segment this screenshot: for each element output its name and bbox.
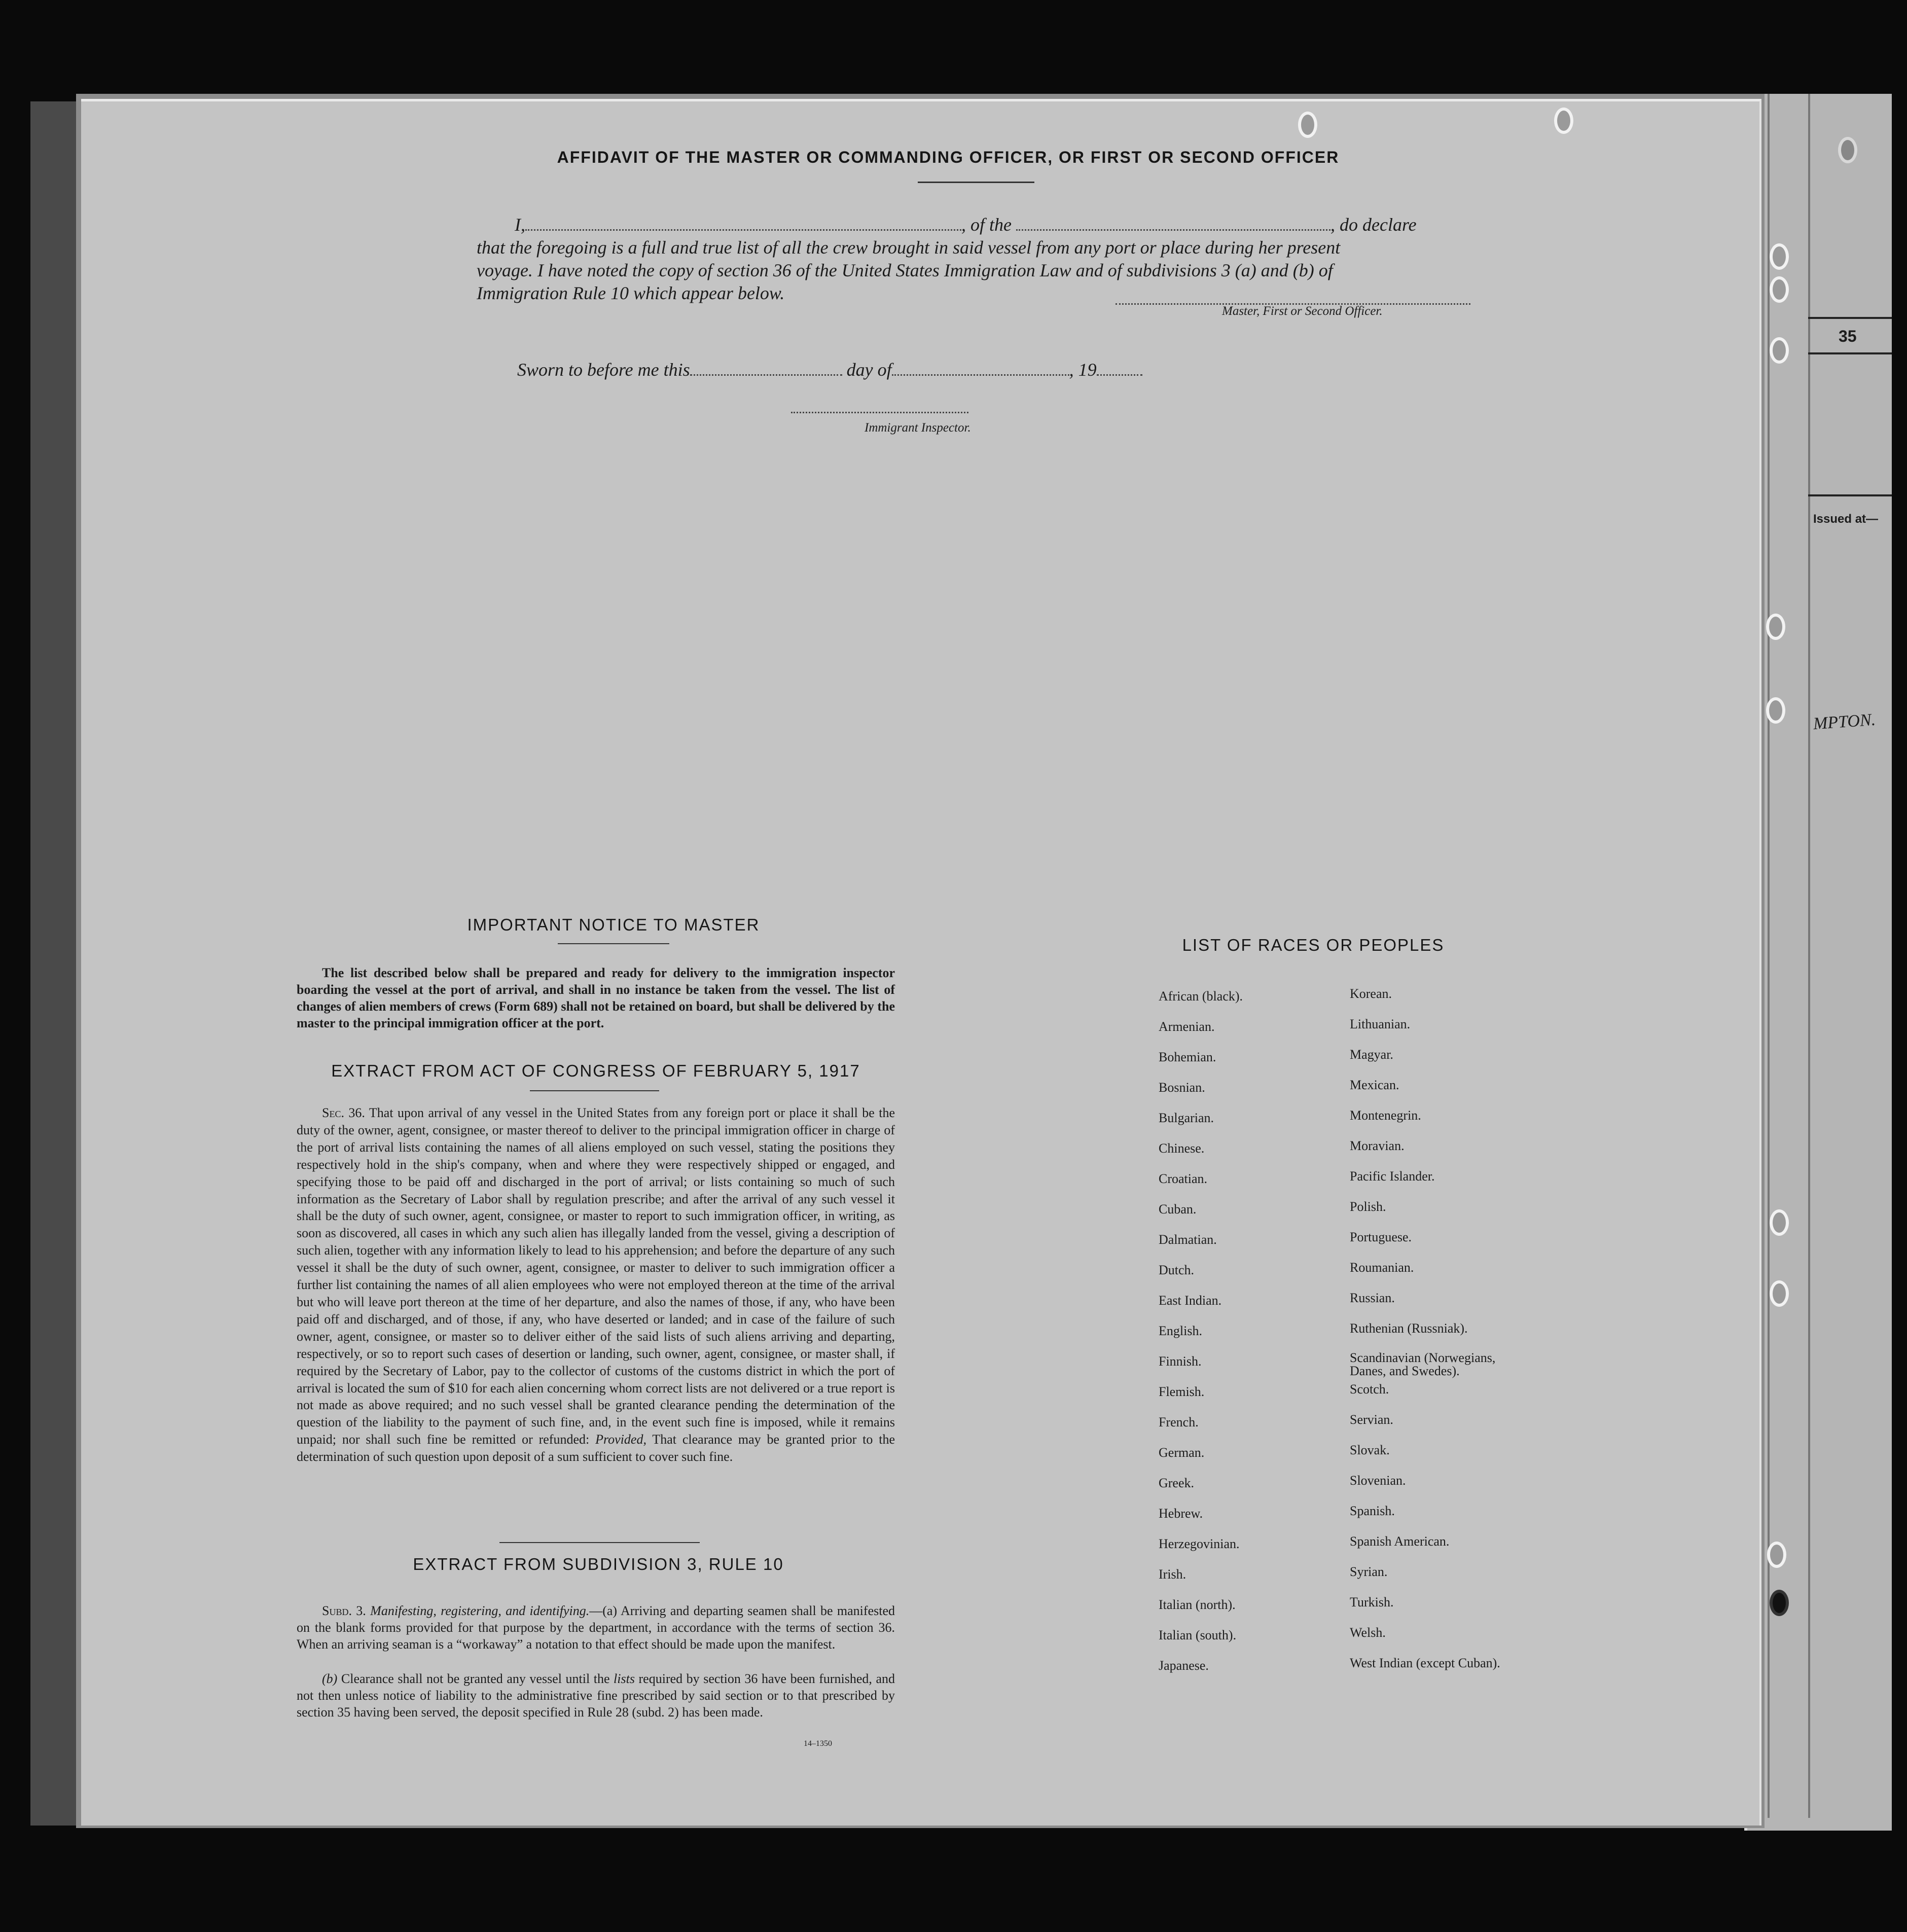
race-item: Spanish. bbox=[1350, 1504, 1395, 1518]
race-item: Japanese. bbox=[1159, 1658, 1209, 1673]
race-item: German. bbox=[1159, 1445, 1205, 1460]
races-right-column bbox=[1350, 986, 1522, 1686]
race-item: Bohemian. bbox=[1159, 1050, 1216, 1064]
race-item: Servian. bbox=[1350, 1412, 1393, 1427]
adjacent-page-edge bbox=[30, 101, 79, 1826]
race-item: Polish. bbox=[1350, 1199, 1386, 1214]
race-item: Dutch. bbox=[1159, 1263, 1195, 1277]
underlying-page-number: 35 bbox=[1839, 327, 1857, 345]
race-item: Lithuanian. bbox=[1350, 1017, 1411, 1031]
notice-title: IMPORTANT NOTICE TO MASTER bbox=[467, 915, 760, 934]
name-blank bbox=[525, 214, 961, 231]
title-rule bbox=[918, 182, 1034, 183]
subdivision-3b-text bbox=[297, 1670, 895, 1721]
race-item: Welsh. bbox=[1350, 1625, 1386, 1640]
race-item: Croatian. bbox=[1159, 1171, 1208, 1186]
subd-label: Subd. 3. bbox=[322, 1603, 366, 1618]
races-left-column bbox=[1159, 989, 1243, 1689]
race-item: African (black). bbox=[1159, 989, 1243, 1004]
race-item: Italian (north). bbox=[1159, 1597, 1236, 1612]
para-b-lists: lists bbox=[614, 1671, 635, 1686]
notice-rule bbox=[558, 943, 669, 944]
day-blank bbox=[690, 359, 842, 376]
issued-at-label: Issued at— bbox=[1813, 512, 1879, 526]
race-item: Chinese. bbox=[1159, 1141, 1205, 1156]
section-label: Sec. 36. bbox=[322, 1105, 365, 1120]
vessel-blank bbox=[1016, 214, 1330, 231]
race-item: Scotch. bbox=[1350, 1382, 1389, 1397]
extract-act-title: EXTRACT FROM ACT OF CONGRESS OF FEBRUARY 5, 1917 bbox=[331, 1061, 860, 1080]
extract-act-rule bbox=[530, 1090, 659, 1091]
punch-hole-icon bbox=[1770, 1209, 1789, 1236]
race-item: Scandinavian (Norwegians, Danes, and Swedes). bbox=[1350, 1350, 1496, 1378]
race-item: English. bbox=[1159, 1323, 1202, 1338]
race-item: Pacific Islander. bbox=[1350, 1169, 1435, 1184]
race-item: Moravian. bbox=[1350, 1138, 1405, 1153]
section-36-body: That upon arrival of any vessel in the United States from any foreign port or place it shall be the duty of the owner, agent, consignee, or master thereof to deliver to the principal immigration officer in charge of the port of arrival lists containing the names of all aliens employed on such vessel, stating the positions they respectively hold in the ship's company, when and where they were respectively shipped or engaged, and specifying those to be paid off and discharged in the port of arrival; or lists containing so much of such information as the Secretary of Labor shall by regulation prescribe; and after the arrival of any such vessel it shall be the duty of such owner, agent, consignee, or master to report to such immigration officer, in writing, as soon as discovered, all cases in which any such alien has illegally landed from the vessel, giving a description of such alien, together with any information likely to lead to his apprehension; and before the departure of any such vessel it shall be the duty of such owner, agent, consignee, or master to deliver to such immigration officer a further list containing the names of all alien employees who were not employed thereon at the time of the arrival but who will leave port thereon at the time of her departure, and also the names of those, if any, who have been paid off and discharged, and of those, if any, who have deserted or landed; and in case of the failure of such owner, agent, consignee, or master so to deliver either of the said lists of such aliens arriving and departing, respectively, or so to report such cases of desertion or landing, such owner, agent, consignee, or master shall, if required by the Secretary of Labor, pay to the collector of customs of the customs district in which the port of arrival is located the sum of $10 for each alien concerning whom correct lists are not delivered or a true report is not made as above required; and no such vessel shall be granted clearance pending the determination of the question of the liability to the payment of such fine, and, in the event such fine is imposed, while it remains unpaid; nor shall such fine be remitted or refunded: bbox=[297, 1105, 895, 1447]
inspector-label: Immigrant Inspector. bbox=[865, 421, 971, 435]
signature-blank bbox=[1116, 288, 1470, 305]
punch-hole-icon bbox=[1770, 1590, 1789, 1616]
punch-hole-icon bbox=[1767, 1542, 1786, 1568]
race-item: Slovenian. bbox=[1350, 1473, 1406, 1488]
affidavit-of-the: , of the bbox=[961, 214, 1012, 235]
sworn-year: , 19 bbox=[1069, 360, 1097, 380]
subdivision-3-text bbox=[297, 1602, 895, 1653]
affidavit-line-3: voyage. I have noted the copy of section 36 of the United States Immigration Law and of subdivisions 3 (a) and (b) of bbox=[477, 260, 1333, 280]
race-item: Irish. bbox=[1159, 1567, 1186, 1582]
race-item: Bosnian. bbox=[1159, 1080, 1205, 1095]
race-item: Dalmatian. bbox=[1159, 1232, 1217, 1247]
race-item: Ruthenian (Russniak). bbox=[1350, 1321, 1468, 1336]
punch-hole-icon bbox=[1766, 697, 1785, 724]
form-number: 14–1350 bbox=[804, 1739, 832, 1748]
para-b-label: (b) bbox=[322, 1671, 338, 1686]
punch-hole-icon bbox=[1770, 337, 1789, 364]
year-blank bbox=[1097, 359, 1142, 376]
underlying-page bbox=[1744, 94, 1892, 1831]
race-item: Armenian. bbox=[1159, 1019, 1215, 1034]
race-item: Mexican. bbox=[1350, 1078, 1399, 1092]
race-item: Magyar. bbox=[1350, 1047, 1393, 1062]
punch-hole-icon bbox=[1770, 276, 1789, 303]
race-item: Montenegrin. bbox=[1350, 1108, 1421, 1123]
affidavit-title: AFFIDAVIT OF THE MASTER OR COMMANDING OFFICER, OR FIRST OR SECOND OFFICER bbox=[557, 148, 1340, 166]
affidavit-i: I, bbox=[515, 214, 525, 235]
race-item: Greek. bbox=[1159, 1476, 1195, 1490]
punch-hole-icon bbox=[1554, 108, 1573, 134]
sworn-prefix: Sworn to before me this bbox=[517, 360, 690, 380]
race-item: Korean. bbox=[1350, 986, 1392, 1001]
handwritten-port: MPTON. bbox=[1812, 710, 1877, 734]
document-sheet bbox=[81, 99, 1761, 1826]
race-item: Cuban. bbox=[1159, 1202, 1197, 1217]
inspector-signature-blank bbox=[791, 397, 968, 413]
race-item: Italian (south). bbox=[1159, 1628, 1237, 1642]
punch-hole-icon bbox=[1770, 243, 1789, 270]
affidavit-line-4: Immigration Rule 10 which appear below. bbox=[477, 283, 785, 303]
extract-rule-title: EXTRACT FROM SUBDIVISION 3, RULE 10 bbox=[413, 1555, 784, 1573]
section-36-text bbox=[297, 1104, 895, 1465]
punch-hole-icon bbox=[1838, 137, 1857, 163]
signature-label: Master, First or Second Officer. bbox=[1222, 304, 1383, 318]
punch-hole-icon bbox=[1770, 1280, 1789, 1307]
month-blank bbox=[892, 359, 1069, 376]
notice-text: The list described below shall be prepared and ready for delivery to the immigration inspector boarding the vessel at the port of arrival, and shall in no instance be taken from the vessel. The list of changes of alien members of crews (Form 689) shall not be retained on board, but shall be delivered by the master to the principal immigration officer at the port. bbox=[297, 965, 895, 1030]
affidavit-line-1 bbox=[515, 214, 1417, 235]
race-item: Herzegovinian. bbox=[1159, 1536, 1240, 1551]
row-rule bbox=[1808, 494, 1892, 496]
affidavit-line-2: that the foregoing is a full and true list of all the crew brought in said vessel from any port or place during her present bbox=[477, 237, 1341, 258]
punch-hole-icon bbox=[1766, 614, 1785, 640]
race-item: Flemish. bbox=[1159, 1384, 1205, 1399]
race-item: Spanish American. bbox=[1350, 1534, 1450, 1549]
race-item: Portuguese. bbox=[1350, 1230, 1412, 1244]
race-item: Bulgarian. bbox=[1159, 1111, 1214, 1125]
rule-divider bbox=[499, 1542, 700, 1543]
punch-hole-icon bbox=[1298, 112, 1317, 138]
race-item: Finnish. bbox=[1159, 1354, 1202, 1369]
provided-text: That clearance may be granted prior to the determination of such question upon deposit of a sum sufficient to cover such fine. bbox=[297, 1432, 895, 1464]
sworn-day-of: day of bbox=[846, 360, 892, 380]
subd-heading: Manifesting, registering, and identifying. bbox=[370, 1603, 590, 1618]
sworn-line bbox=[517, 359, 1142, 380]
race-item: Slovak. bbox=[1350, 1443, 1390, 1457]
row-rule bbox=[1808, 352, 1892, 354]
race-item: Russian. bbox=[1350, 1291, 1395, 1305]
affidavit-declare: , do declare bbox=[1330, 214, 1417, 235]
race-item: French. bbox=[1159, 1415, 1199, 1429]
subd-para-a: —(a) Arriving and departing seamen shall be manifested on the blank forms provided for that purpose by the department, in accordance with the terms of section 36. When an arriving seaman is a “workaway” a notation to that effect should be made upon the manifest. bbox=[297, 1603, 895, 1652]
race-item: Hebrew. bbox=[1159, 1506, 1203, 1521]
race-item: Syrian. bbox=[1350, 1564, 1388, 1579]
race-item: East Indian. bbox=[1159, 1293, 1222, 1308]
para-b-post: required by section 36 have been furnished, and not then unless notice of liability to the administrative fine prescribed by said section or to that prescribed by section 35 having been served, the deposit specified in Rule 28 (subd. 2) has been made. bbox=[297, 1671, 895, 1720]
provided-label: Provided, bbox=[595, 1432, 646, 1447]
para-b-pre: Clearance shall not be granted any vessel until the bbox=[341, 1671, 610, 1686]
race-item: Turkish. bbox=[1350, 1595, 1394, 1609]
row-rule bbox=[1808, 317, 1892, 319]
races-title: LIST OF RACES OR PEOPLES bbox=[1182, 936, 1445, 954]
race-item: West Indian (except Cuban). bbox=[1350, 1656, 1500, 1670]
race-item: Roumanian. bbox=[1350, 1260, 1414, 1275]
